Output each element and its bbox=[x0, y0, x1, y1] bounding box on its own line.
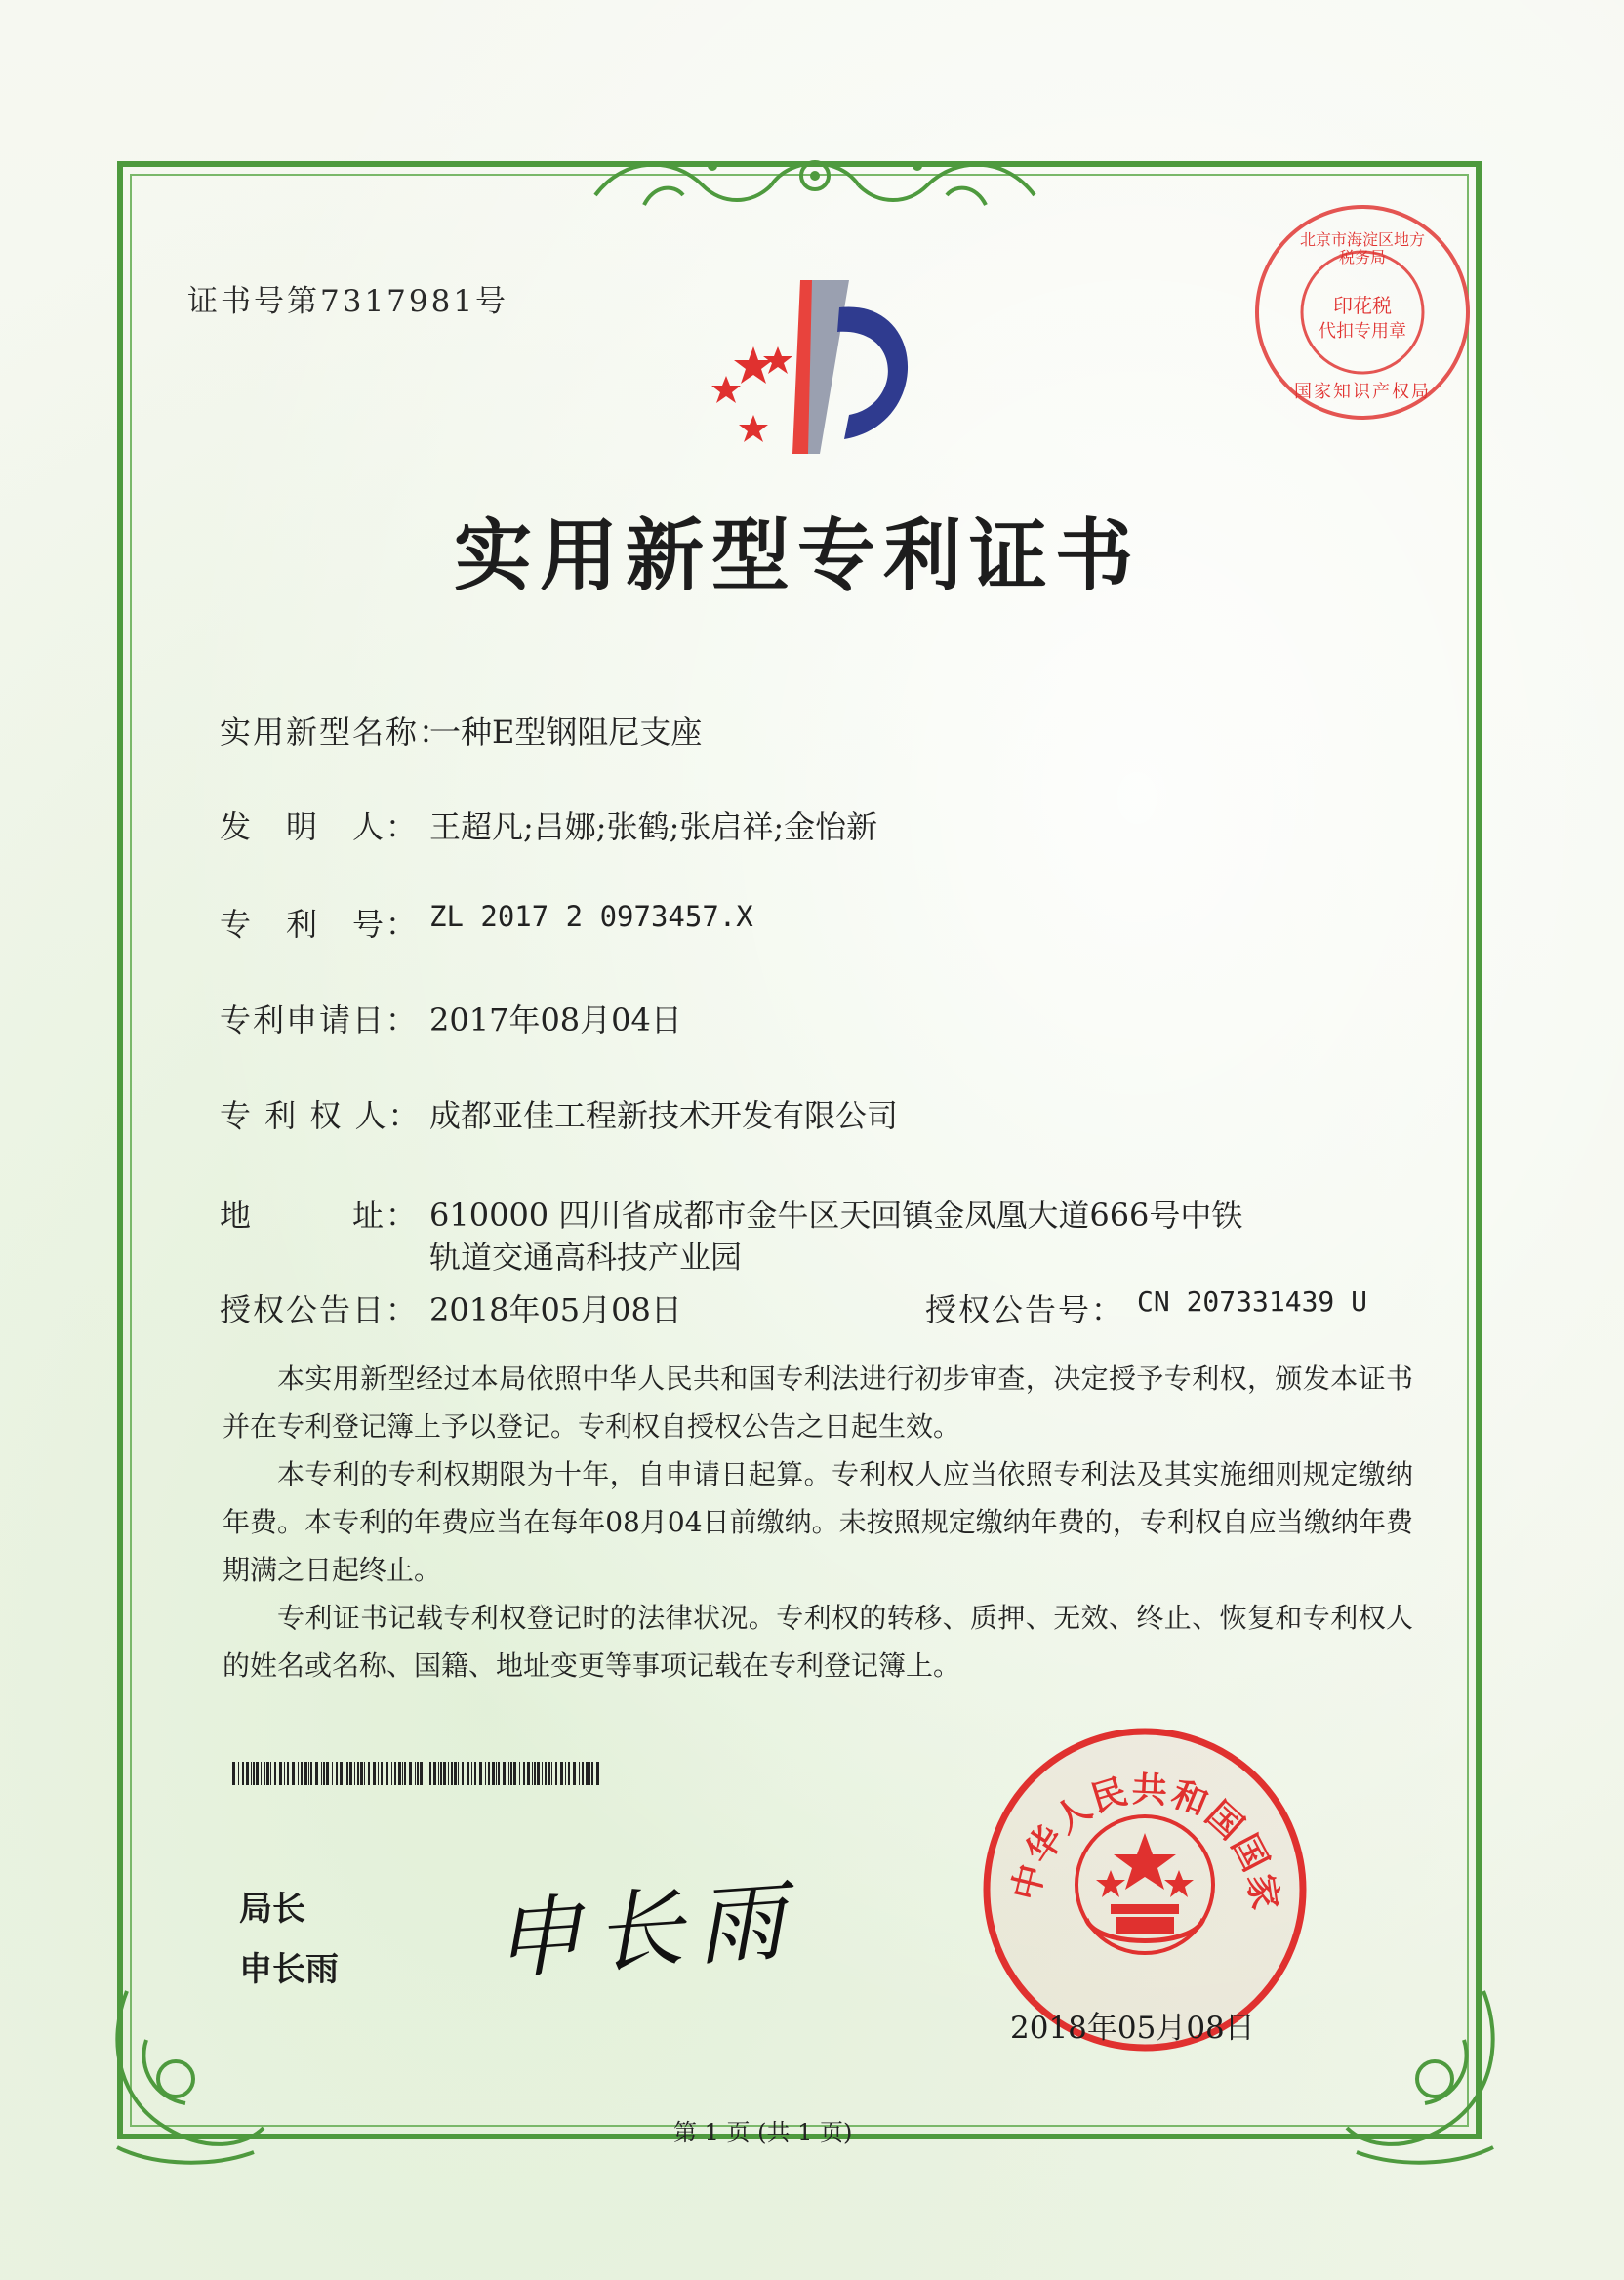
grant-date-value: 2018年05月08日 bbox=[429, 1291, 682, 1328]
bottom-left-ornament-icon bbox=[98, 1981, 273, 2177]
signature-position: 局长 bbox=[239, 1890, 305, 1929]
page-footer: 第 1 页 (共 1 页) bbox=[673, 2119, 853, 2146]
signature-name: 申长雨 bbox=[239, 1950, 339, 1989]
grant-date-label: 授权公告日： bbox=[220, 1291, 420, 1328]
official-seal-text: 中华人民共和国国家 bbox=[1005, 1770, 1285, 1915]
patent-no-value: ZL 2017 2 0973457.X bbox=[429, 900, 753, 933]
grant-no-value: CN 207331439 U bbox=[1137, 1285, 1368, 1318]
top-ornament-icon bbox=[586, 137, 1044, 224]
apply-date-value: 2017年08月04日 bbox=[429, 1001, 682, 1038]
tax-stamp-line2: 代扣专用章 bbox=[1319, 321, 1406, 342]
certificate-body bbox=[223, 1355, 1413, 1690]
patent-office-logo-icon bbox=[683, 278, 937, 464]
inventor-value: 王超凡;吕娜;张鹤;张启祥;金怡新 bbox=[429, 808, 878, 845]
bottom-right-ornament-icon bbox=[1337, 1981, 1513, 2177]
name-value: 一种E型钢阻尼支座 bbox=[429, 713, 703, 751]
tax-stamp-outer-text: 北京市海淀区地方税务局 bbox=[1299, 230, 1425, 266]
body-paragraph-1: 本实用新型经过本局依照中华人民共和国专利法进行初步审查，决定授予专利权，颁发本证书并在专利登记簿上予以登记。专利权自授权公告之日起生效。 bbox=[223, 1363, 1413, 1443]
apply-date-label: 专利申请日： bbox=[220, 1001, 420, 1038]
owner-label: 专 利 权 人： bbox=[220, 1097, 422, 1134]
tax-stamp-bottom-text: 国家知识产权局 bbox=[1294, 382, 1431, 402]
tax-stamp-line1: 印花税 bbox=[1333, 294, 1392, 317]
body-paragraph-3: 专利证书记载专利权登记时的法律状况。专利权的转移、质押、无效、终止、恢复和专利权人的姓名或名称、国籍、地址变更等事项记载在专利登记簿上。 bbox=[223, 1602, 1413, 1682]
tax-stamp bbox=[1252, 202, 1473, 423]
patent-no-label: 专 利 号： bbox=[220, 906, 420, 943]
grant-no-label: 授权公告号： bbox=[925, 1291, 1125, 1328]
name-label: 实用新型名称： bbox=[220, 713, 453, 751]
certificate-number: 证书号第7317981号 bbox=[187, 284, 509, 319]
address-line1: 610000 四川省成都市金牛区天回镇金凤凰大道666号中铁 bbox=[429, 1197, 1243, 1234]
barcode bbox=[232, 1762, 603, 1785]
address-label: 地 址： bbox=[220, 1197, 420, 1234]
page-title: 实用新型专利证书 bbox=[454, 510, 1141, 601]
owner-value: 成都亚佳工程新技术开发有限公司 bbox=[429, 1097, 899, 1134]
body-paragraph-2: 本专利的专利权期限为十年，自申请日起算。专利权人应当依照专利法及其实施细则规定缴纳年费。本专利的年费应当在每年08月04日前缴纳。未按照规定缴纳年费的，专利权自应当缴纳年费期满之日起终止。 bbox=[223, 1458, 1413, 1586]
seal-date: 2018年05月08日 bbox=[1010, 2011, 1255, 2046]
inventor-label: 发 明 人： bbox=[220, 808, 420, 845]
address-line2: 轨道交通高科技产业园 bbox=[429, 1239, 743, 1276]
handwritten-signature: 申长雨 bbox=[490, 1869, 801, 1993]
